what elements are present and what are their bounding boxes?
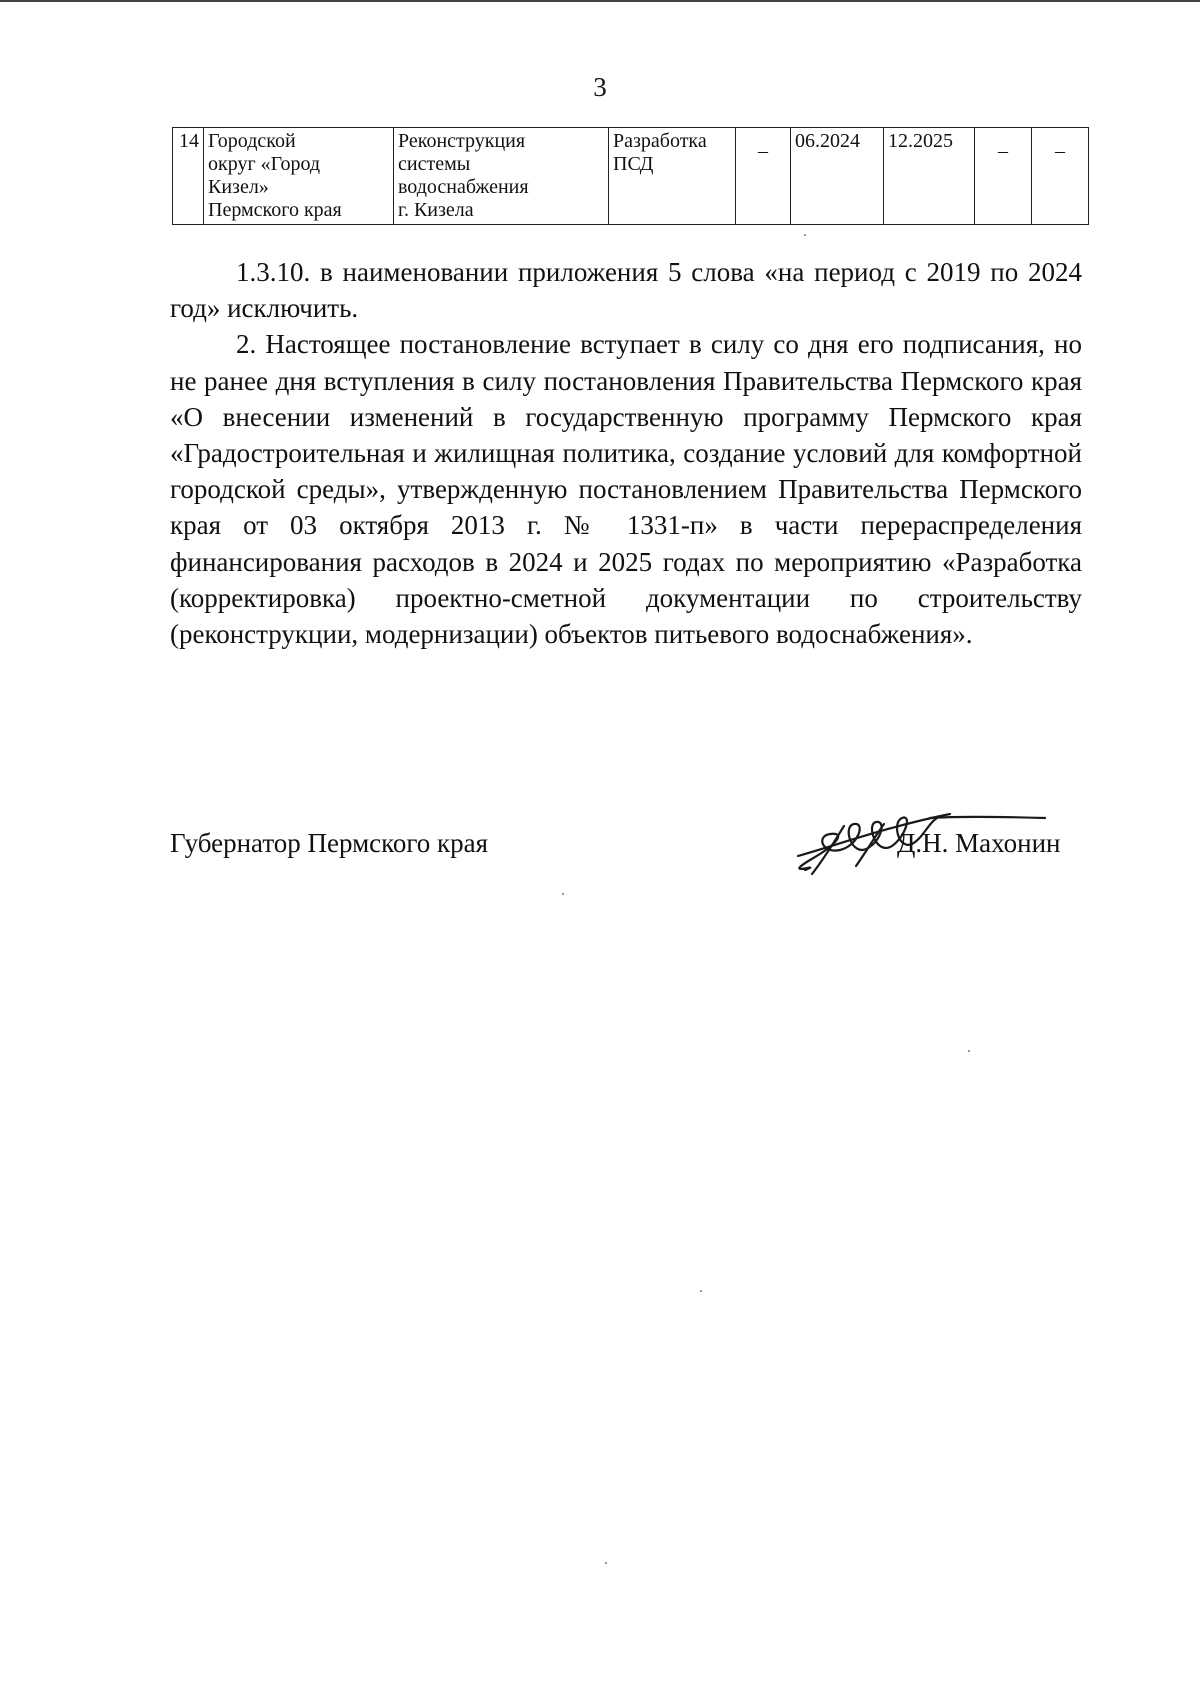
- page-number: 3: [593, 72, 607, 102]
- start-date-cell: 06.2024: [791, 128, 884, 225]
- scan-speck: [700, 1290, 702, 1292]
- signatory-name: Д.Н. Махонин: [897, 828, 1061, 858]
- object-line: г. Кизела: [398, 199, 474, 221]
- stage-line: Разработка: [613, 130, 707, 152]
- empty-value-dash: –: [998, 140, 1008, 162]
- empty-value-dash: –: [758, 140, 768, 162]
- paragraph-1-3-10: 1.3.10. в наименовании приложения 5 слова «на период с 2019 по 2024 год» исключить.: [170, 257, 1082, 324]
- measures-table: [172, 127, 1089, 225]
- signature-block: [170, 826, 1070, 886]
- stage-cell: [609, 128, 736, 225]
- resolution-body: [170, 254, 1082, 652]
- municipality-cell: [204, 128, 394, 225]
- municipality-line: Городской: [208, 130, 296, 152]
- table-row: [173, 128, 1089, 225]
- object-line: водоснабжения: [398, 176, 529, 198]
- end-date-cell: 12.2025: [884, 128, 975, 225]
- object-line: Реконструкция: [398, 130, 526, 152]
- municipality-line: Пермского края: [208, 199, 342, 221]
- page-top-edge: [0, 0, 1200, 2]
- scan-speck: [605, 1562, 607, 1564]
- empty-value-dash: –: [1055, 140, 1065, 162]
- funding-cell: [1032, 128, 1089, 225]
- paragraph-2: 2. Настоящее постановление вступает в силу со дня его подписания, но не ранее дня вступления в силу постановления Правительства Пермского края «О внесении изменений в государственную программу Пермского края «Градостроительная и жилищная политика, создание условий для комфортной городской среды», утвержденную постановлением Правительства Пермского края от 03 октября 2013 г. № 1331-п» в части перераспределения финансирования расходов в 2024 и 2025 годах по мероприятию «Разработка (корректировка) проектно-сметной документации по строительству (реконструкции, модернизации) объектов питьевого водоснабжения».: [170, 329, 1082, 650]
- scan-speck: [968, 1050, 970, 1052]
- object-cell: [394, 128, 609, 225]
- object-line: системы: [398, 153, 471, 175]
- cost-cell: [975, 128, 1032, 225]
- row-number-cell: 14: [173, 128, 204, 225]
- scan-speck: [562, 893, 564, 895]
- capacity-cell: [736, 128, 791, 225]
- stage-line: ПСД: [613, 153, 654, 175]
- scan-speck: [804, 234, 806, 236]
- municipality-line: Кизел»: [208, 176, 269, 198]
- signatory-title: Губернатор Пермского края: [170, 828, 489, 858]
- municipality-line: округ «Город: [208, 153, 321, 175]
